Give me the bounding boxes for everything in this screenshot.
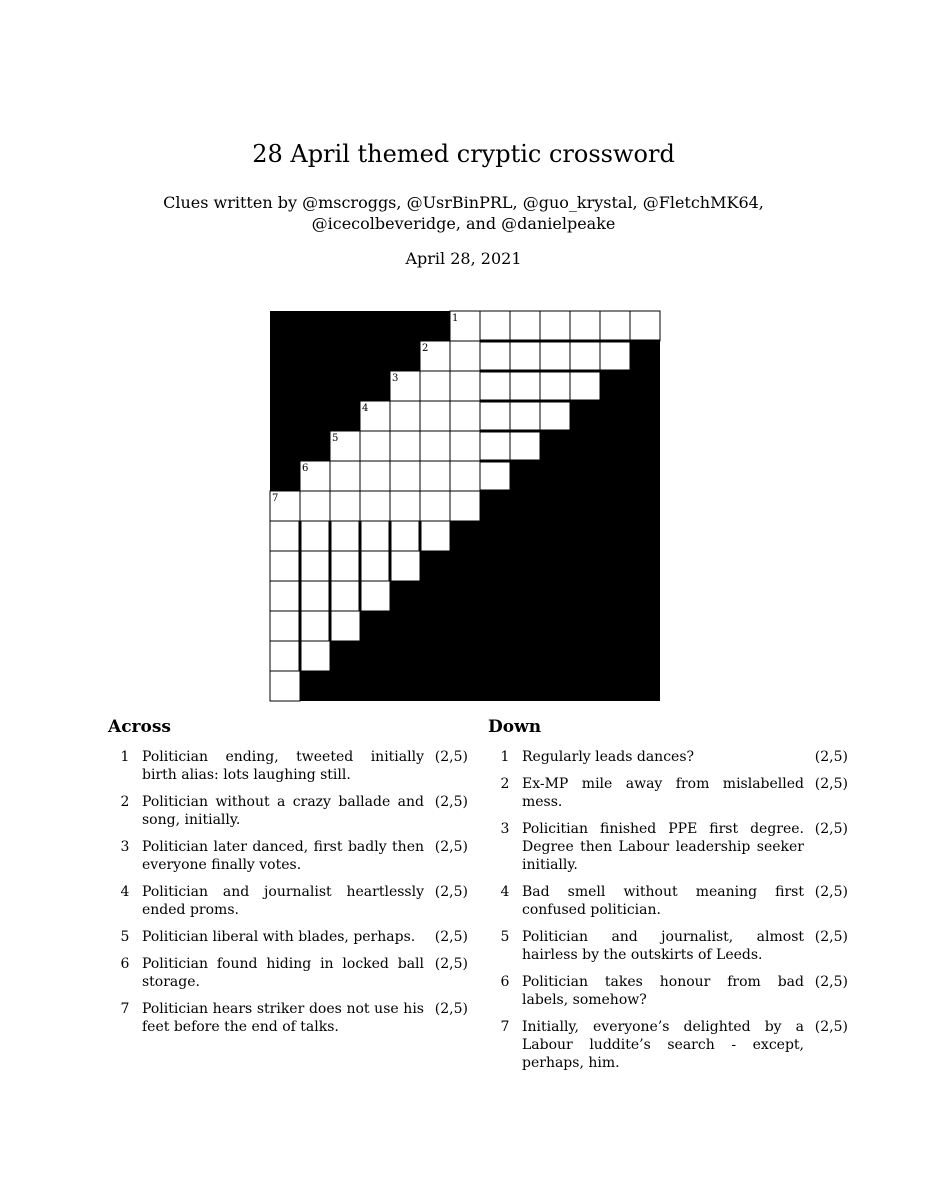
- across-list: [108, 748, 468, 1036]
- grid-cell[interactable]: [420, 491, 450, 521]
- authors-line-1: Clues written by @mscroggs, @UsrBinPRL, @guo_krystal, @FletchMK64,: [163, 193, 764, 212]
- grid-cell[interactable]: [540, 401, 570, 431]
- grid-cell[interactable]: [510, 371, 540, 401]
- grid-cell[interactable]: [450, 461, 480, 491]
- grid-cell[interactable]: [480, 401, 510, 431]
- grid-cell[interactable]: [450, 341, 480, 371]
- clue-text: Politician hears striker does not use his feet before the end of talks.: [142, 1001, 424, 1035]
- grid-number-7: 7: [272, 493, 279, 504]
- clue-text: Bad smell without meaning first confused politician.: [522, 884, 804, 918]
- grid-cell[interactable]: [540, 341, 570, 371]
- grid-cell[interactable]: [450, 371, 480, 401]
- grid-cell[interactable]: [450, 431, 480, 461]
- down-clues: [488, 718, 848, 1081]
- page-title: 28 April themed cryptic crossword: [252, 140, 675, 168]
- grid-cell[interactable]: [270, 611, 300, 641]
- clue-text: Policitian finished PPE first degree. Degree then Labour leadership seeker initially.: [522, 821, 804, 873]
- date: April 28, 2021: [405, 249, 522, 268]
- grid-cell[interactable]: [270, 641, 300, 671]
- clue-len: (2,5): [814, 929, 848, 945]
- grid-cell[interactable]: [420, 431, 450, 461]
- grid-cell[interactable]: [300, 551, 330, 581]
- grid-cell[interactable]: [510, 311, 540, 341]
- grid-cell[interactable]: [570, 341, 600, 371]
- clue-len: (2,5): [814, 821, 848, 837]
- clue-num: 2: [500, 776, 510, 792]
- clue-num: 7: [500, 1019, 510, 1035]
- across-clue-1: [108, 748, 468, 784]
- grid-cell[interactable]: [600, 311, 630, 341]
- down-clue-5: [488, 928, 848, 964]
- grid-cell[interactable]: [270, 671, 300, 701]
- grid-cell[interactable]: [300, 521, 330, 551]
- grid-cell[interactable]: [420, 401, 450, 431]
- grid-cell[interactable]: [270, 521, 300, 551]
- clue-num: 3: [500, 821, 510, 837]
- clue-num: 3: [120, 839, 130, 855]
- grid-cell[interactable]: [270, 581, 300, 611]
- authors-line-2: @icecolbeveridge, and @danielpeake: [311, 214, 616, 233]
- authors: [0, 192, 927, 234]
- grid-cell[interactable]: [510, 431, 540, 461]
- down-clue-2: [488, 775, 848, 811]
- grid-cell[interactable]: [390, 401, 420, 431]
- grid-cell[interactable]: [300, 491, 330, 521]
- clue-len: (2,5): [814, 974, 848, 990]
- grid-cell[interactable]: [360, 521, 390, 551]
- clue-num: 1: [500, 749, 510, 765]
- clue-len: (2,5): [814, 776, 848, 792]
- grid-cell[interactable]: [330, 461, 360, 491]
- clue-len: (2,5): [434, 794, 468, 810]
- grid-cell[interactable]: [360, 581, 390, 611]
- grid-cell[interactable]: [480, 431, 510, 461]
- clue-num: 4: [120, 884, 130, 900]
- clue-num: 6: [120, 956, 130, 972]
- grid-number-6: 6: [302, 463, 309, 474]
- grid-cell[interactable]: [330, 521, 360, 551]
- down-clue-3: [488, 820, 848, 874]
- grid-cell[interactable]: [480, 341, 510, 371]
- clue-len: (2,5): [434, 884, 468, 900]
- across-clue-4: [108, 883, 468, 919]
- across-clues: [108, 718, 468, 1045]
- grid-cell[interactable]: [480, 371, 510, 401]
- grid-cell[interactable]: [570, 371, 600, 401]
- clue-text: Regularly leads dances?: [522, 749, 695, 765]
- clue-text: Politician found hiding in locked ball storage.: [142, 956, 424, 990]
- clue-len: (2,5): [814, 749, 848, 765]
- clue-len: (2,5): [434, 929, 468, 945]
- grid-cell[interactable]: [510, 401, 540, 431]
- grid-cell[interactable]: [300, 581, 330, 611]
- across-clue-7: [108, 1000, 468, 1036]
- grid-cell[interactable]: [450, 401, 480, 431]
- grid-cell[interactable]: [360, 461, 390, 491]
- across-clue-2: [108, 793, 468, 829]
- clue-text: Politician takes honour from bad labels, somehow?: [522, 974, 804, 1008]
- clue-num: 5: [500, 929, 510, 945]
- clue-num: 7: [120, 1001, 130, 1017]
- grid-cell[interactable]: [480, 461, 510, 491]
- clue-text: Politician and journalist heartlessly ended proms.: [142, 884, 424, 918]
- grid-cell[interactable]: [360, 551, 390, 581]
- clue-num: 1: [120, 749, 130, 765]
- grid-cell[interactable]: [270, 551, 300, 581]
- grid-cell[interactable]: [540, 311, 570, 341]
- clue-text: Politician and journalist, almost hairless by the outskirts of Leeds.: [522, 929, 804, 963]
- grid-number-1: 1: [452, 313, 459, 324]
- grid-cell[interactable]: [510, 341, 540, 371]
- down-heading: Down: [488, 717, 542, 737]
- grid-cell[interactable]: [420, 521, 450, 551]
- across-clue-6: [108, 955, 468, 991]
- across-clue-5: [108, 928, 468, 946]
- grid-cell[interactable]: [390, 551, 420, 581]
- down-clue-6: [488, 973, 848, 1009]
- grid-cell[interactable]: [390, 491, 420, 521]
- across-heading: Across: [108, 717, 171, 737]
- grid-cell[interactable]: [480, 311, 510, 341]
- grid-cell[interactable]: [420, 461, 450, 491]
- grid-cell[interactable]: [390, 521, 420, 551]
- grid-cell[interactable]: [450, 491, 480, 521]
- grid-cell[interactable]: [390, 461, 420, 491]
- down-clue-7: [488, 1018, 848, 1072]
- grid-cell[interactable]: [330, 581, 360, 611]
- clue-text: Politician without a crazy ballade and song, initially.: [142, 794, 424, 828]
- across-clue-3: [108, 838, 468, 874]
- clue-len: (2,5): [814, 1019, 848, 1035]
- grid-number-2: 2: [422, 343, 429, 354]
- clue-num: 6: [500, 974, 510, 990]
- clue-text: Initially, everyone’s delighted by a Labour luddite’s search - except, perhaps, him.: [522, 1019, 804, 1071]
- grid-cell[interactable]: [300, 641, 330, 671]
- down-clue-1: [488, 748, 848, 766]
- grid-cell[interactable]: [330, 551, 360, 581]
- grid-cell[interactable]: [360, 431, 390, 461]
- clue-num: 2: [120, 794, 130, 810]
- grid-number-3: 3: [392, 373, 399, 384]
- grid-number-4: 4: [362, 403, 369, 414]
- grid-cell[interactable]: [330, 491, 360, 521]
- clue-text: Politician liberal with blades, perhaps.: [142, 929, 416, 945]
- grid-cell[interactable]: [600, 341, 630, 371]
- grid-cell[interactable]: [390, 431, 420, 461]
- clue-len: (2,5): [814, 884, 848, 900]
- crossword-grid[interactable]: [269, 310, 661, 702]
- grid-cell[interactable]: [630, 311, 660, 341]
- grid-cell[interactable]: [300, 611, 330, 641]
- clue-text: Politician ending, tweeted initially birth alias: lots laughing still.: [142, 749, 424, 783]
- clue-num: 4: [500, 884, 510, 900]
- clue-len: (2,5): [434, 1001, 468, 1017]
- grid-cell[interactable]: [540, 371, 570, 401]
- grid-cell[interactable]: [330, 611, 360, 641]
- clue-len: (2,5): [434, 839, 468, 855]
- down-clue-4: [488, 883, 848, 919]
- grid-number-5: 5: [332, 433, 339, 444]
- clue-len: (2,5): [434, 749, 468, 765]
- grid-cell[interactable]: [420, 371, 450, 401]
- clue-num: 5: [120, 929, 130, 945]
- clue-text: Politician later danced, first badly then everyone finally votes.: [142, 839, 424, 873]
- grid-cell[interactable]: [360, 491, 390, 521]
- grid-cell[interactable]: [570, 311, 600, 341]
- down-list: [488, 748, 848, 1072]
- clue-len: (2,5): [434, 956, 468, 972]
- clue-text: Ex-MP mile away from mislabelled mess.: [522, 776, 804, 810]
